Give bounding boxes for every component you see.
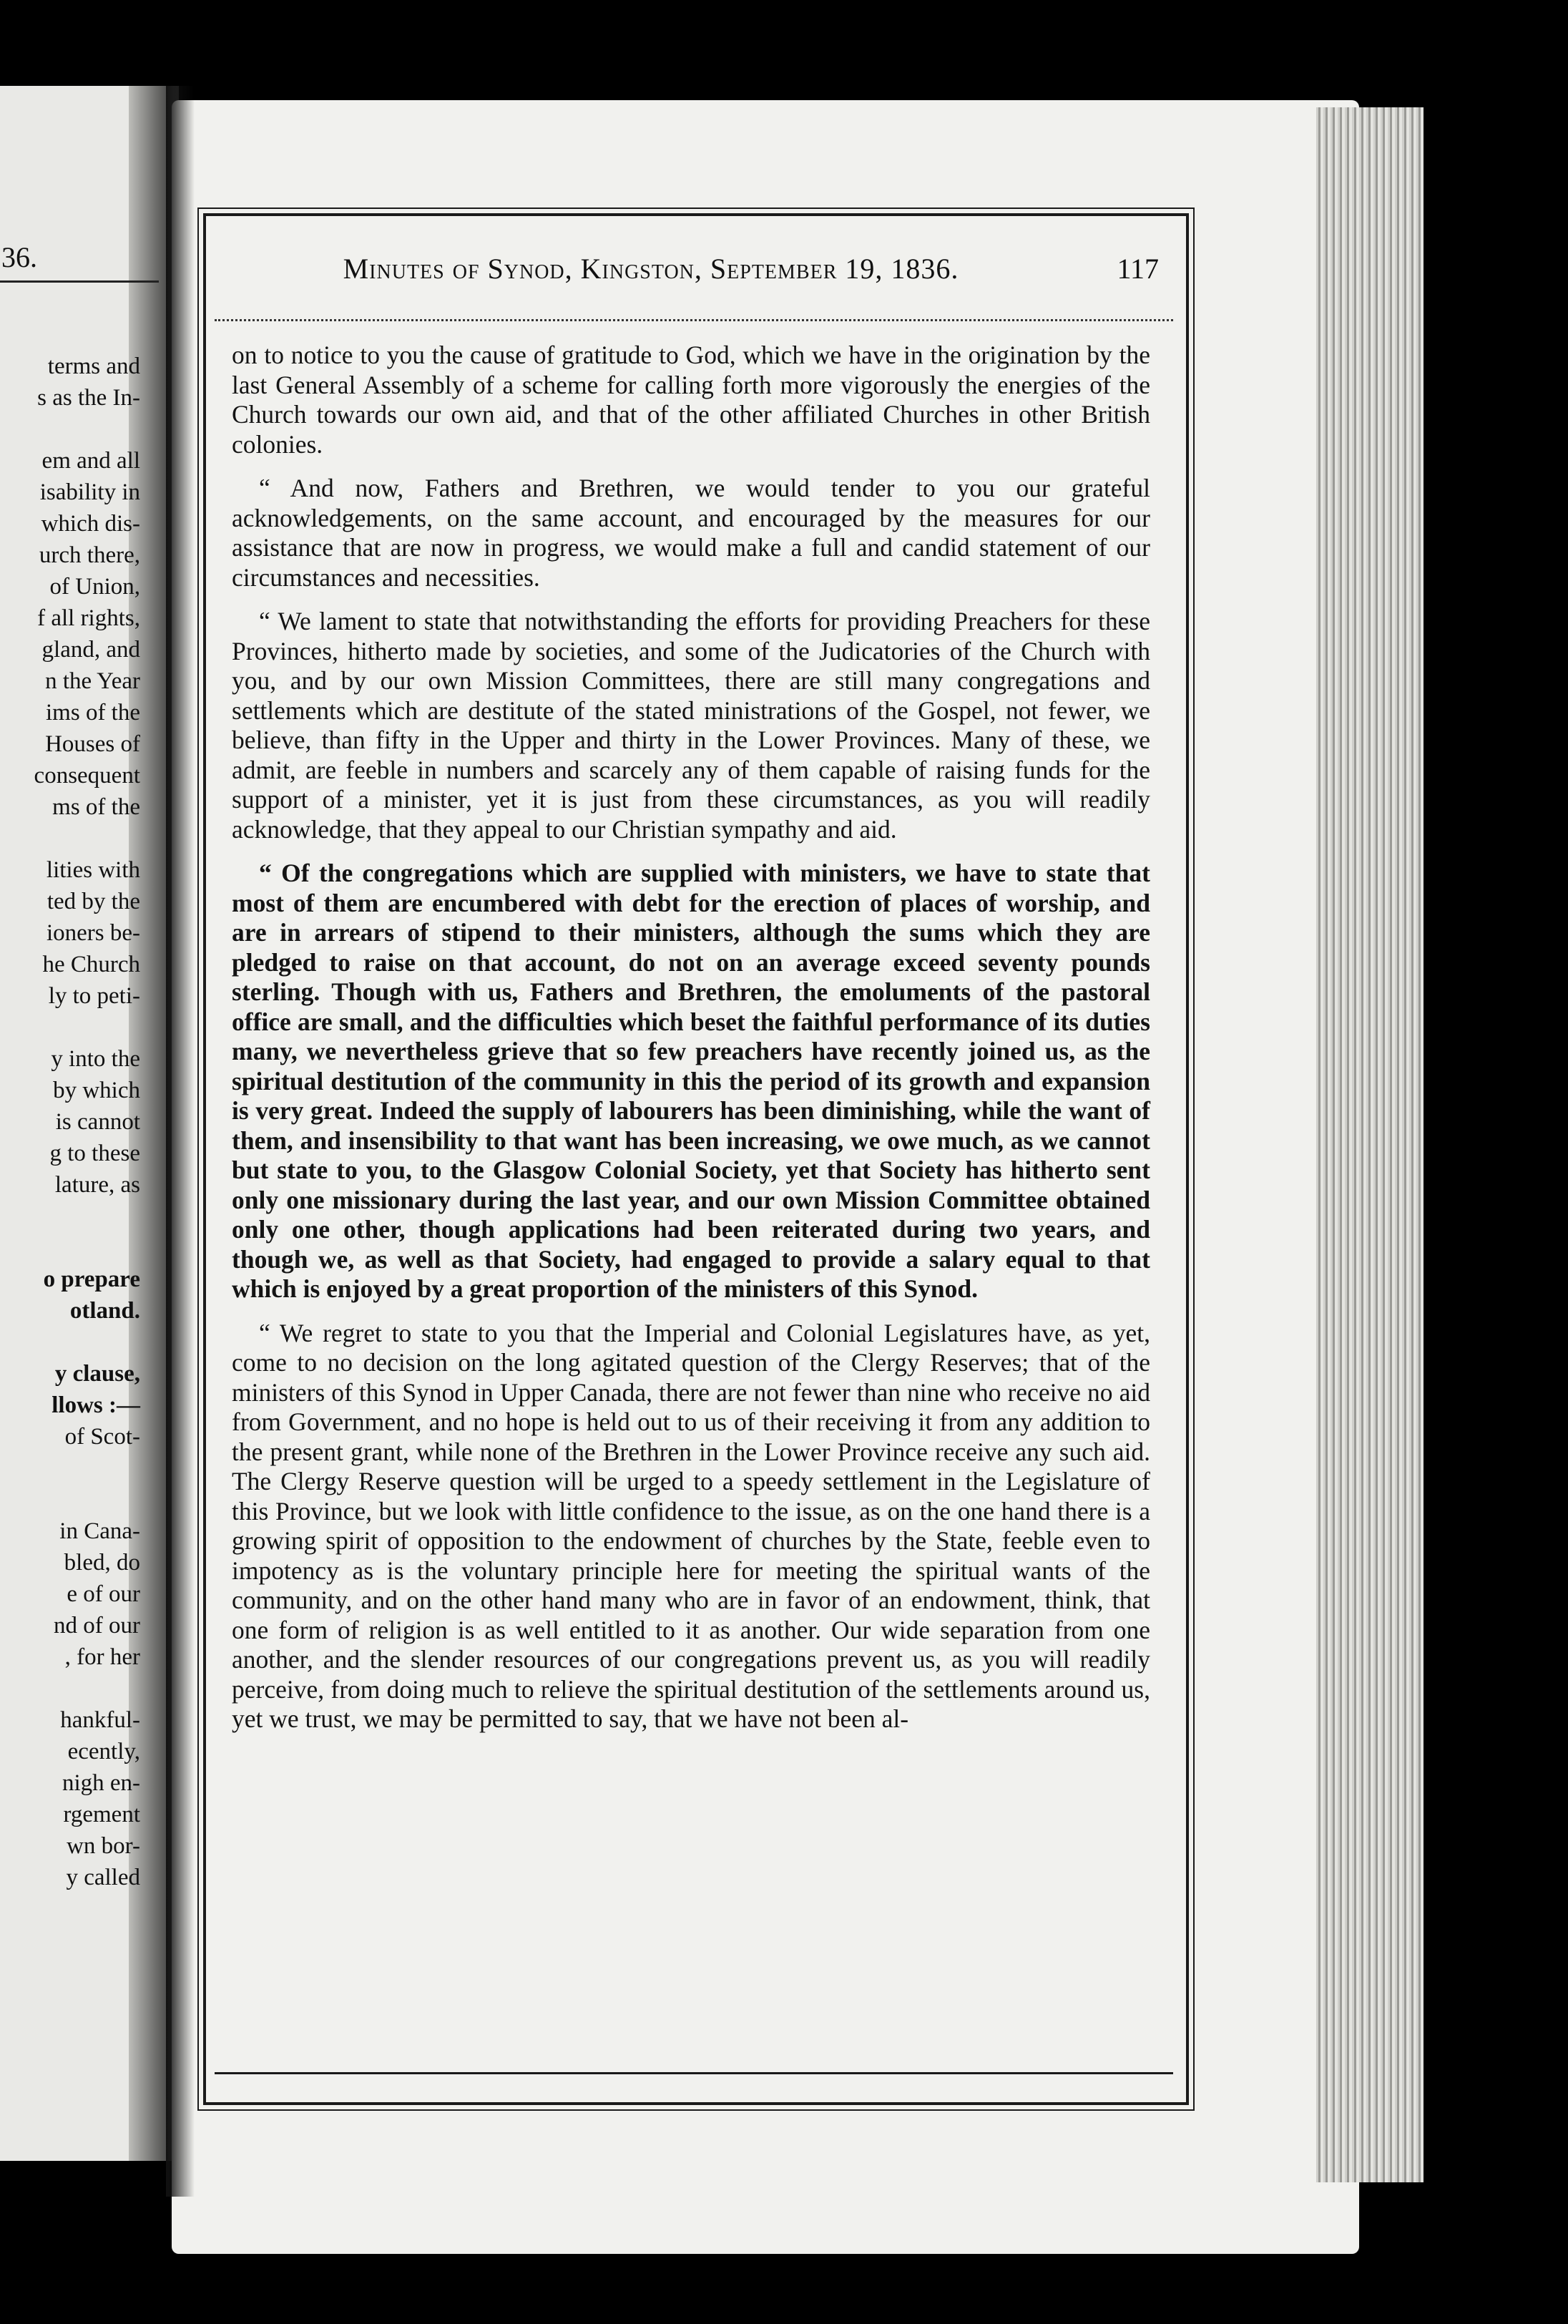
left-page-line <box>0 1201 140 1232</box>
left-page-line: wn bor- <box>67 1833 140 1859</box>
left-page-line: gland, and <box>41 637 140 663</box>
page-edges <box>1316 107 1424 2182</box>
left-page-line: otland. <box>69 1298 140 1324</box>
paragraph-2: “ And now, Fathers and Brethren, we would tender to you our grateful acknowledgements, on the same account, and encouraged by the measures for our assistance that are now in progress, we would make a full and candid statement of our circumstances and necessities. <box>232 474 1150 592</box>
left-page-line: bled, do <box>64 1550 140 1576</box>
left-page-line <box>0 1012 140 1043</box>
page-number: 117 <box>1117 253 1159 285</box>
spine-shadow <box>166 86 195 2197</box>
left-page-line: em and all <box>41 448 140 474</box>
left-page-line <box>0 414 140 445</box>
left-page-line: lature, as <box>54 1172 140 1198</box>
left-page-line: ims of the <box>46 700 140 726</box>
left-page-line: lities with <box>46 857 140 883</box>
left-page-line: y into the <box>51 1046 140 1072</box>
left-page-line: ly to peti- <box>48 983 140 1009</box>
running-head-title: Minutes of Synod, Kingston, September 19, 1836. <box>343 253 959 285</box>
paragraph-5: “ We regret to state to you that the Imperial and Colonial Legislatures have, as yet, come to no decision on the long agitated question of the Clergy Reserves; that of the ministers of this Synod in Upper Canada, there are not fewer than nine who receive no aid from Government, and no hope is held out to us of their receiving it from any addition to the present grant, while none of the Brethren in the Lower Province receive any such aid. The Clergy Reserve question will be urged to a speedy settlement in the Legislature of this Province, but we look with little confidence to the issue, as on the one hand there is a growing spirit of opposition to the endowment of churches by the State, feeble even to impotency as is the voluntary principle here for meeting the spiritual wants of the community, and on the other hand many who are in favor of an endowment, think, that one form of religion is as well entitled to it as another. Our wide separation from one another, and the slender resources of our congregations prevent us, as you will readily perceive, from doing much to relieve the spiritual destitution of the settlements around us, yet we trust, we may be permitted to say, that we have not been al- <box>232 1318 1150 1733</box>
left-page-line: urch there, <box>39 542 140 568</box>
left-page-line: ecently, <box>67 1739 140 1764</box>
left-page-line: g to these <box>49 1141 140 1166</box>
paragraph-4: “ Of the congregations which are supplied with ministers, we have to state that most of them are encumbered with debt for the erection of places of worship, and are in arrears of stipend to their ministers, although the sums which they are pledged to raise on that account, do not on an average exceed seventy pounds sterling. Though with us, Fathers and Brethren, the emoluments of the pastoral office are small, and the difficulties which beset the faithful performance of its duties many, we nevertheless grieve that so few preachers have recently joined us, as the spiritual destitution of the community in this the period of its growth and expansion is very great. Indeed the supply of labourers has been diminishing, while the want of them, and insensibility to that want has been increasing, we owe much, as we cannot but state to you, to the Glasgow Colonial Society, yet that Society has hitherto sent only one missionary during the last year, and our own Mission Committee obtained only one other, though applications had been reiterated during two years, and though we, as well as that Society, had engaged to provide a salary equal to that which is enjoyed by a great proportion of the ministers of this Synod. <box>232 859 1150 1303</box>
left-page-line: of Scot- <box>64 1424 140 1450</box>
running-head <box>215 252 1173 302</box>
left-page-line: is cannot <box>55 1109 140 1135</box>
left-page-line <box>0 1484 140 1515</box>
left-page-line: which dis- <box>41 511 140 537</box>
paragraph-3: “ We lament to state that notwithstanding the efforts for providing Preachers for these Provinces, hitherto made by societies, and some of the Judicatories of the Church with you, and by our own Mission Committees, there are still many congregations and settlements which are destitute of the stated ministrations of the Gospel, not fewer, we believe, than fifty in the Upper and thirty in the Lower Provinces. Many of these, we admit, are feeble in numbers and scarcely any of them capable of raising funds for the support of a minister, yet it is just from these circumstances, as you will readily acknowledge, that they appeal to our Christian sympathy and aid. <box>232 607 1150 844</box>
left-page-line: n the Year <box>45 668 140 694</box>
left-page-line: llows :— <box>52 1392 140 1418</box>
left-page-line: Houses of <box>45 731 140 757</box>
left-page-line: rgement <box>63 1802 140 1827</box>
left-page-line: in Cana- <box>59 1518 140 1544</box>
left-page-line <box>0 1452 140 1484</box>
left-page-line: ms of the <box>52 794 140 820</box>
footer-rule <box>215 2072 1173 2074</box>
left-page-line: of Union, <box>49 574 140 600</box>
left-page-line: nigh en- <box>62 1770 140 1796</box>
left-page-line: consequent <box>34 763 140 788</box>
left-page-line: hankful- <box>60 1707 140 1733</box>
left-page-line <box>0 1232 140 1264</box>
left-page-line: by which <box>53 1078 140 1103</box>
left-page-header: 36. <box>0 240 159 283</box>
header-rule <box>215 319 1173 321</box>
left-page-line <box>0 823 140 854</box>
left-page-line: ted by the <box>46 889 140 914</box>
left-page-line: terms and <box>47 353 140 379</box>
left-page-line: , for her <box>64 1644 140 1670</box>
left-page-line: s as the In- <box>37 385 140 411</box>
left-page-line: isability in <box>39 479 140 505</box>
left-page-line: ioners be- <box>46 920 140 946</box>
left-page-line: e of our <box>67 1581 140 1607</box>
left-page-line: o prepare <box>43 1266 140 1292</box>
left-page-text-column <box>0 351 140 1893</box>
left-page-line: nd of our <box>54 1613 140 1639</box>
left-page-line <box>0 1673 140 1704</box>
left-page-line: y called <box>66 1865 140 1890</box>
left-page-line: y clause, <box>54 1361 140 1387</box>
left-page-line: f all rights, <box>37 605 140 631</box>
page-body <box>232 341 1150 1749</box>
paragraph-1: on to notice to you the cause of gratitude to God, which we have in the origination by the last General Assembly of a scheme for calling forth more vigorously the energies of the Church towards our own aid, and that of the other affiliated Churches in other British colonies. <box>232 341 1150 459</box>
left-page-line: he Church <box>42 952 140 977</box>
left-page-line <box>0 1327 140 1358</box>
